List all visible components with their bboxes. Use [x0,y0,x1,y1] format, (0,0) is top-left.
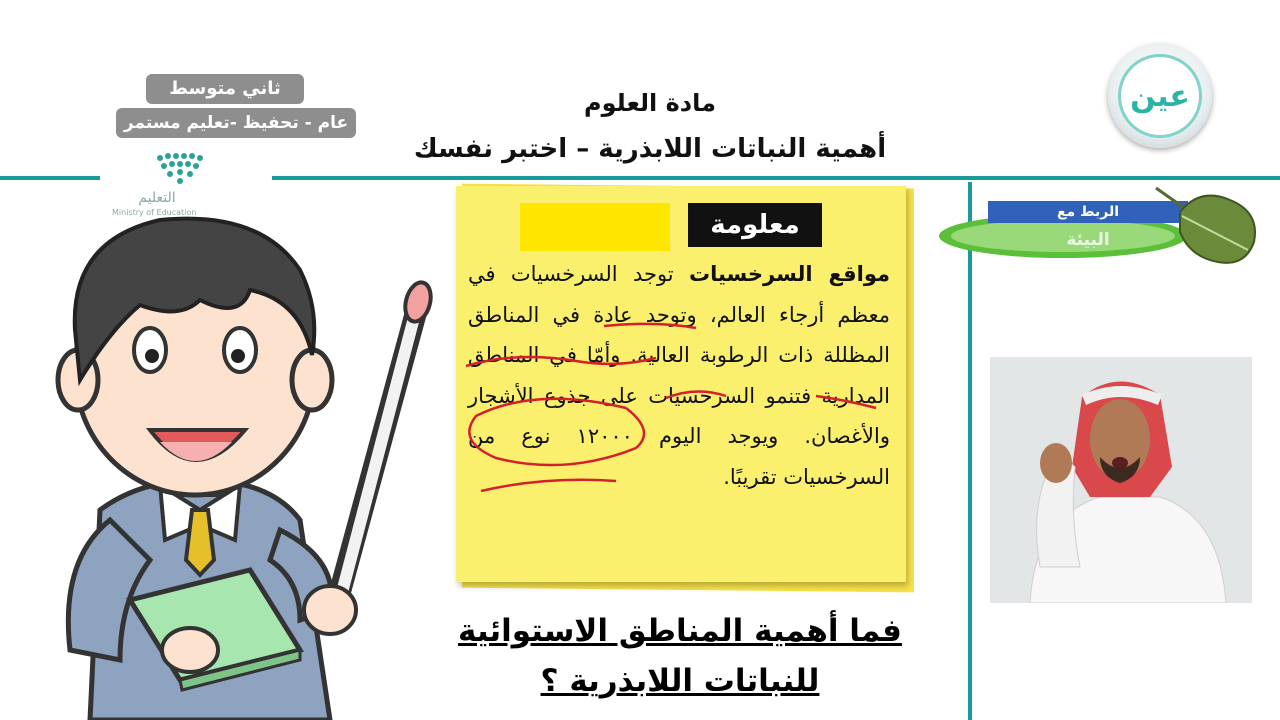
ministry-subtext: Ministry of Education [112,208,197,217]
subject-title: مادة العلوم [584,89,716,117]
channel-logo-text: عين [1118,54,1202,138]
column-divider [968,182,972,720]
env-banner-bottom: البيئة [1066,230,1110,250]
leaf-icon [1150,182,1262,268]
pointer-stick-icon [335,280,435,610]
sign-language-video [990,357,1252,603]
note-body [468,254,890,497]
question-line-2: للنباتات اللابذرية ؟ [540,663,820,699]
lesson-title: أهمية النباتات اللابذرية – اختبر نفسك [413,134,887,164]
grade-badge: ثاني متوسط [146,74,304,104]
env-banner-top: الربط مع [988,201,1188,223]
ministry-name: التعليم [138,190,176,206]
teacher-illustration [0,180,460,720]
note-highlight-block [520,203,670,251]
interpreter-figure [990,357,1252,603]
question-line-1: فما أهمية المناطق الاستوائية [458,613,902,649]
note-text: توجد السرخسيات في معظم أرجاء العالم، وتوجد عادة في المناطق المظللة ذات الرطوبة العالية. وأمّا في المناطق المدارية فتنمو السرخسيات على جذوع الأشجار والأغصان. ويوجد اليوم ١٢٠٠٠ نوع من السرخسيات تقريبًا. [468,262,890,489]
note-heading: مواقع السرخسيات [688,262,890,286]
track-badge: عام - تحفيظ -تعليم مستمر [116,108,356,138]
note-label: معلومة [688,203,822,247]
channel-logo [1108,44,1212,148]
question-text [440,606,920,706]
